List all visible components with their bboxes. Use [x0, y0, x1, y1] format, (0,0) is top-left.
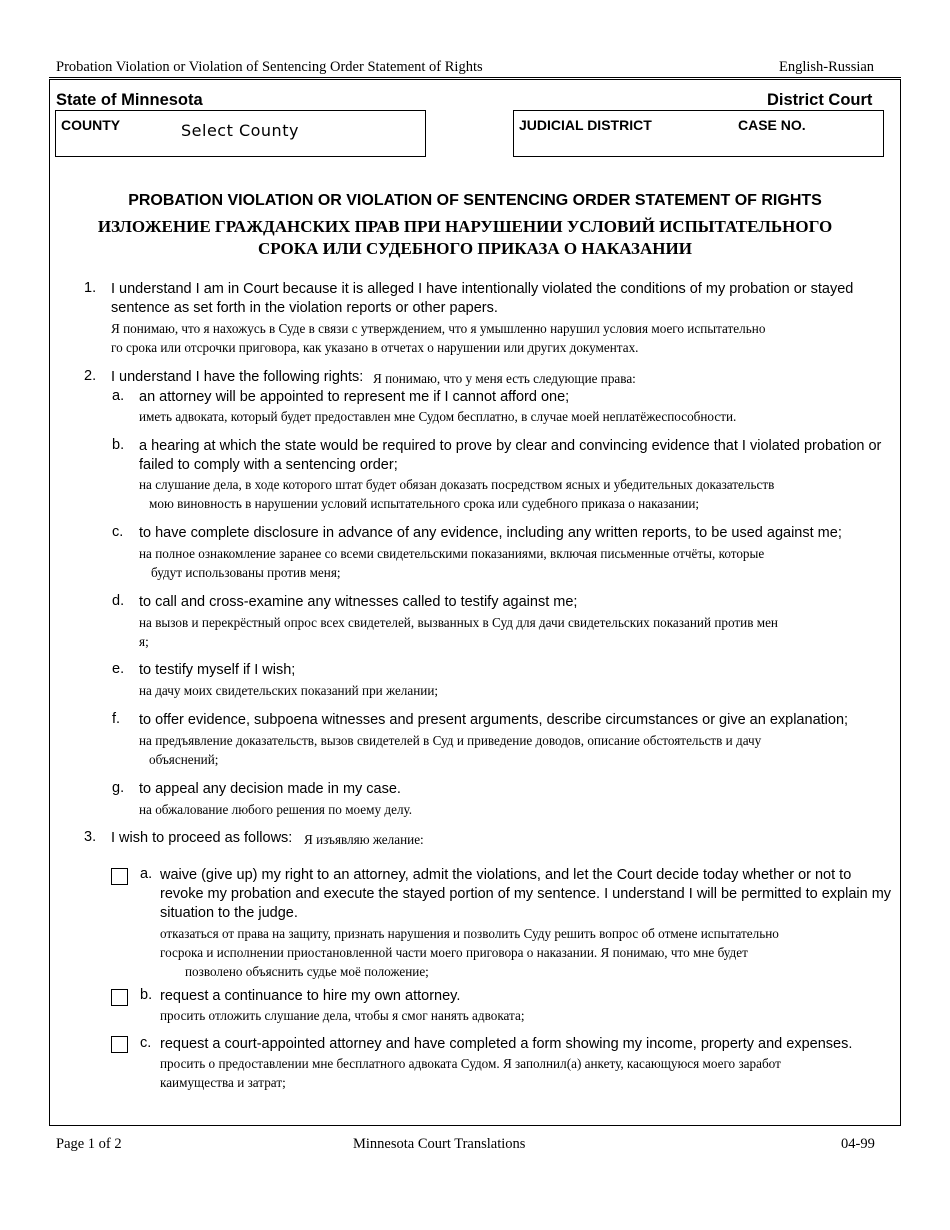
option-b-checkbox[interactable]	[111, 989, 128, 1006]
option-c-en: request a court-appointed attorney and have completed a form showing my income, property and expenses.	[160, 1036, 853, 1052]
right-b-ru-line1: на слушание дела, в ходе которого штат будет обязан доказать посредством ясных и убедительных доказательств	[139, 477, 775, 492]
right-d-en: to call and cross-examine any witnesses called to testify against me;	[139, 594, 578, 610]
item-2-en: I understand I have the following rights:	[111, 369, 364, 385]
county-select[interactable]: Select County	[181, 121, 299, 140]
right-f-letter: f.	[112, 711, 121, 727]
item-1-ru-line2: го срока или отсрочки приговора, как указано в отчетах о нарушении или других документах.	[111, 340, 639, 355]
right-c-letter: c.	[112, 524, 124, 540]
right-g-ru: на обжалование любого решения по моему делу.	[139, 802, 413, 817]
right-c	[139, 524, 842, 582]
option-b	[160, 987, 525, 1025]
item-2-ru: Я понимаю, что у меня есть следующие права:	[373, 371, 636, 386]
item-3-en: I wish to proceed as follows:	[111, 830, 293, 846]
option-c-ru-line2: каимущества и затрат;	[160, 1075, 286, 1090]
title-ru-line2: СРОКА ИЛИ СУДЕБНОГО ПРИКАЗА О НАКАЗАНИИ	[258, 239, 692, 258]
right-e-ru: на дачу моих свидетельских показаний при желании;	[139, 683, 439, 698]
option-a-en-line1: waive (give up) my right to an attorney, admit the violations, and let the Court decide today whether or not to	[160, 867, 852, 883]
item-1-ru-line1: Я понимаю, что я нахожусь в Суде в связи с утверждением, что я умышленно нарушил условия моего испытательно	[111, 321, 766, 336]
right-e	[139, 661, 438, 700]
item-2-number: 2.	[84, 368, 97, 384]
item-1-en-line2: sentence as set forth in the violation reports or other papers.	[111, 300, 498, 316]
item-1-en-line1: I understand I am in Court because it is alleged I have intentionally violated the conditions of my probation or stayed	[111, 281, 854, 297]
header-rule	[49, 77, 901, 78]
option-a-en-line2: revoke my probation and execute the stayed portion of my sentence. I understand I will be permitted to explain my	[160, 886, 892, 902]
right-g-letter: g.	[112, 780, 125, 796]
item-1	[111, 280, 853, 357]
right-b-letter: b.	[112, 437, 125, 453]
judicial-district-label: JUDICIAL DISTRICT	[519, 117, 652, 133]
right-b	[139, 437, 881, 513]
right-d	[139, 593, 778, 651]
title-en: PROBATION VIOLATION OR VIOLATION OF SENTENCING ORDER STATEMENT OF RIGHTS	[128, 192, 822, 209]
right-g	[139, 780, 412, 819]
option-a-letter: a.	[140, 866, 153, 882]
right-f-en: to offer evidence, subpoena witnesses and present arguments, describe circumstances or give an explanation;	[139, 712, 849, 728]
right-a	[139, 388, 736, 426]
right-e-letter: e.	[112, 661, 125, 677]
option-b-en: request a continuance to hire my own attorney.	[160, 988, 461, 1004]
option-c-letter: c.	[140, 1035, 152, 1051]
county-label: COUNTY	[61, 117, 121, 133]
language-label: English-Russian	[779, 59, 875, 75]
right-f-ru-line2: объяснений;	[149, 752, 219, 767]
option-b-ru: просить отложить слушание дела, чтобы я смог нанять адвоката;	[160, 1008, 525, 1023]
page-number: Page 1 of 2	[56, 1136, 122, 1152]
option-c-checkbox[interactable]	[111, 1036, 128, 1053]
option-b-letter: b.	[140, 987, 153, 1003]
option-a-ru-line3: позволено объяснить судье моё положение;	[185, 964, 429, 979]
option-a-ru-line2: госрока и исполнении приостановленной части моего приговора о наказании. Я понимаю, что мне будет	[160, 945, 748, 960]
right-a-letter: a.	[112, 388, 125, 404]
form-header-title: Probation Violation or Violation of Sentencing Order Statement of Rights	[56, 59, 483, 75]
right-c-en: to have complete disclosure in advance of any evidence, including any written reports, to be used against me;	[139, 525, 842, 541]
option-a-checkbox[interactable]	[111, 868, 128, 885]
court-name: District Court	[767, 91, 873, 109]
right-c-ru-line1: на полное ознакомление заранее со всеми свидетельскими показаниями, включая письменные отчёты, которые	[139, 546, 765, 561]
right-d-letter: d.	[112, 593, 125, 609]
option-c	[160, 1035, 852, 1092]
option-a-en-line3: situation to the judge.	[160, 905, 298, 921]
item-3-ru: Я изъявляю желание:	[304, 832, 424, 847]
right-e-en: to testify myself if I wish;	[139, 662, 296, 678]
case-no-label: CASE NO.	[738, 117, 806, 133]
right-d-ru-line1: на вызов и перекрёстный опрос всех свидетелей, вызванных в Суд для дачи свидетельских показаний против мен	[139, 615, 778, 630]
right-f-ru-line1: на предъявление доказательств, вызов свидетелей в Суд и приведение доводов, описание обстоятельств и дачу	[139, 733, 762, 748]
right-a-en: an attorney will be appointed to represent me if I cannot afford one;	[139, 389, 570, 405]
right-f	[139, 711, 848, 769]
right-c-ru-line2: будут использованы против меня;	[151, 565, 341, 580]
right-b-en-line1: a hearing at which the state would be required to prove by clear and convincing evidence that I violated probation or	[139, 438, 882, 454]
state-name: State of Minnesota	[56, 91, 203, 109]
title-ru-line1: ИЗЛОЖЕНИЕ ГРАЖДАНСКИХ ПРАВ ПРИ НАРУШЕНИИ УСЛОВИЙ ИСПЫТАТЕЛЬНОГО	[97, 217, 833, 236]
right-a-ru: иметь адвоката, который будет предоставлен мне Судом бесплатно, в случае моей неплатёжеспособности.	[139, 409, 737, 424]
option-a-ru-line1: отказаться от права на защиту, признать нарушения и позволить Суду решить вопрос об отмене испытательно	[160, 926, 779, 941]
right-b-en-line2: failed to comply with a sentencing order;	[139, 457, 398, 473]
footer-center: Minnesota Court Translations	[353, 1136, 526, 1152]
right-b-ru-line2: мою виновность в нарушении условий испытательного срока или судебного приказа о наказании;	[149, 496, 700, 511]
item-1-number: 1.	[84, 280, 97, 296]
item-3-number: 3.	[84, 829, 97, 845]
right-g-en: to appeal any decision made in my case.	[139, 781, 401, 797]
option-a	[160, 866, 891, 981]
right-d-ru-line2: я;	[139, 634, 149, 649]
option-c-ru-line1: просить о предоставлении мне бесплатного адвоката Судом. Я заполнил(а) анкету, касающуюся моего заработ	[160, 1056, 781, 1071]
form-code: 04-99	[841, 1136, 875, 1152]
